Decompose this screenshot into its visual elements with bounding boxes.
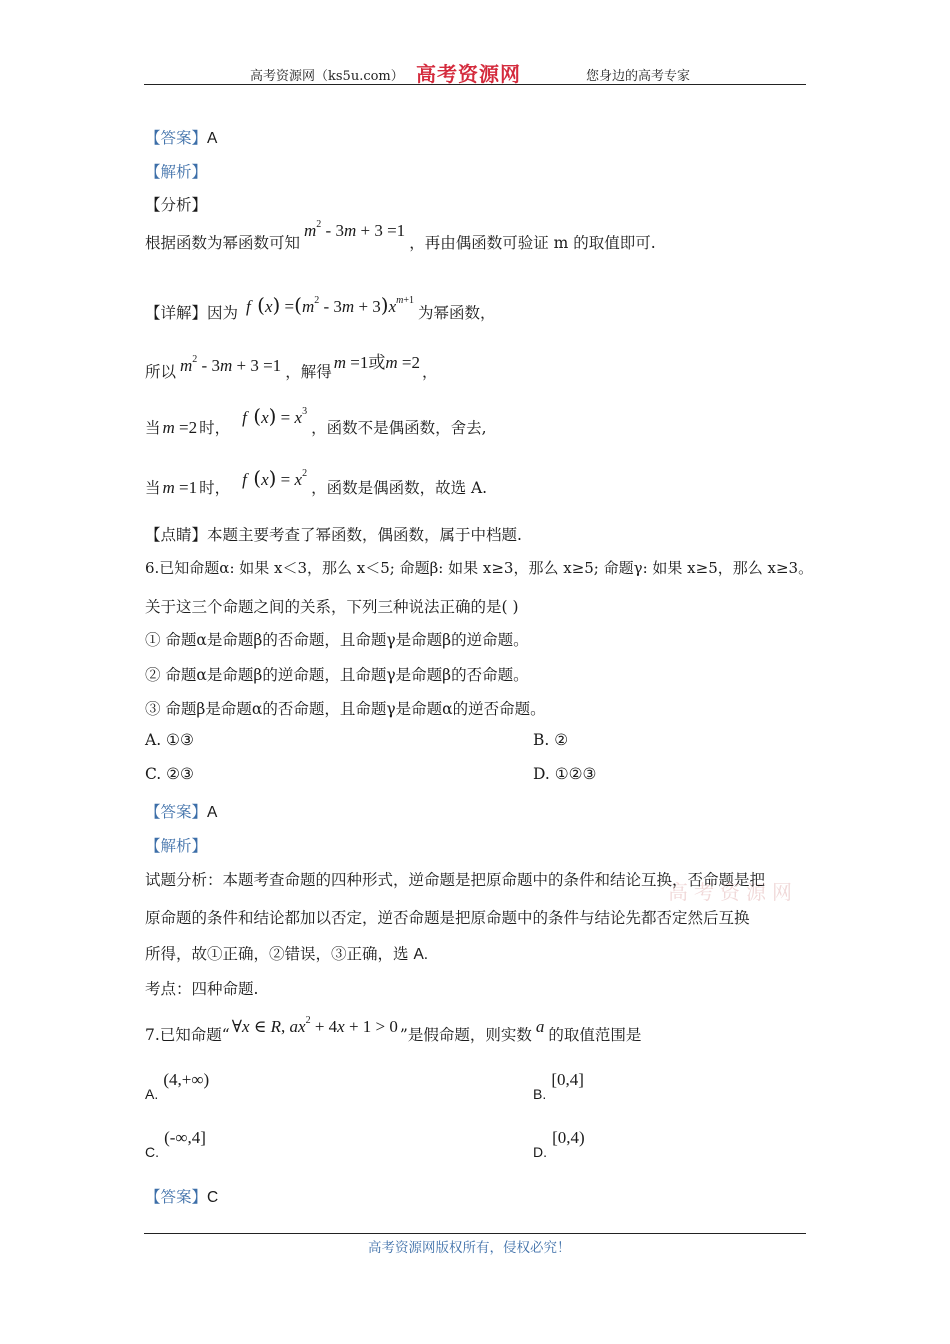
q5-eq-m-eq-2: m =2 xyxy=(162,418,198,437)
q5-line2 xyxy=(145,353,438,382)
q5-eq-m-eq-1: m =1 xyxy=(162,478,198,497)
q7-option-d xyxy=(533,1128,585,1160)
q5-line4-post: ，函数是偶函数，故选 A. xyxy=(311,479,488,497)
q7-option-a xyxy=(145,1070,210,1102)
header-left: 高考资源网（ks5u.com） xyxy=(250,69,404,84)
q6-option-a: A. ①③ xyxy=(145,731,194,749)
q5-fenxi-tag: 【分析】 xyxy=(145,196,208,214)
q7-option-b-value: [0,4] xyxy=(551,1070,584,1089)
q5-line4 xyxy=(145,466,488,498)
q5-line3 xyxy=(145,404,487,438)
q7-stem-post: ”是假命题，则实数 xyxy=(399,1026,532,1044)
q6-statement-2: ② 命题α是命题β的逆命题，且命题γ是命题β的否命题。 xyxy=(145,666,529,684)
q6-stem-2: 关于这三个命题之间的关系，下列三种说法正确的是( ) xyxy=(145,598,519,616)
q7-option-c xyxy=(145,1128,206,1160)
q7-option-c-label: C. xyxy=(145,1144,159,1160)
q5-answer-tag: 【答案】 xyxy=(145,129,208,147)
q6-statement-3: ③ 命题β是命题α的否命题，且命题γ是命题α的逆否命题。 xyxy=(145,700,546,718)
header-rule xyxy=(144,84,806,85)
q7-option-b xyxy=(533,1070,584,1102)
q6-kaodian: 考点：四种命题. xyxy=(145,980,259,998)
q5-fenxi-post: ，再由偶函数可验证 m 的取值即可. xyxy=(409,234,656,252)
q5-line3-pre: 当 xyxy=(145,419,161,437)
q6-explanation-1: 试题分析：本题考查命题的四种形式，逆命题是把原命题中的条件和结论互换，否命题是把 xyxy=(145,871,766,889)
q5-line3-mid: 时， xyxy=(199,419,231,437)
q7-option-b-label: B. xyxy=(533,1086,547,1102)
q5-line4-pre: 当 xyxy=(145,479,161,497)
q5-eq-m2: $m^2 - 3m + 3 =1$ xyxy=(180,354,282,375)
q5-analysis-tag: 【解析】 xyxy=(145,163,208,181)
header-right: 您身边的高考专家 xyxy=(586,69,691,84)
q5-line2-mid: ，解得 xyxy=(285,363,332,381)
q6-stem-1: 6.已知命题α: 如果 x＜3，那么 x＜5; 命题β: 如果 x≥3，那么 x≥5; 命题γ: 如果 x≥5，那么 x≥3。 xyxy=(145,559,814,577)
footer-copyright: 高考资源网版权所有，侵权必究！ xyxy=(368,1240,571,1256)
q7-var-a: a xyxy=(535,1017,545,1036)
q5-line2-pre: 所以 xyxy=(145,363,177,381)
q5-line3-post: ，函数不是偶函数，舍去, xyxy=(311,419,487,437)
q6-explanation-3-answer: A. xyxy=(413,946,429,963)
q5-line2-post: ， xyxy=(421,363,438,381)
footer-rule xyxy=(144,1233,806,1234)
q6-option-c: C. ②③ xyxy=(145,765,194,783)
q7-stem-end: 的取值范围是 xyxy=(548,1026,642,1044)
q6-answer-value: A xyxy=(207,804,218,821)
q5-line4-mid: 时， xyxy=(199,479,231,497)
q7-answer-tag: 【答案】 xyxy=(145,1188,208,1206)
q5-detail-tag: 【详解】 xyxy=(145,304,208,322)
q7-stem-pre: 7.已知命题“ xyxy=(145,1026,230,1044)
q5-eq-x2: f $(x) = x^2$ xyxy=(242,466,308,490)
q5-detail-line xyxy=(145,293,496,323)
q5-fenxi-line xyxy=(145,219,656,253)
q5-answer-value: A xyxy=(207,130,218,147)
q5-eq-m: $m^2 - 3m + 3 =1$ xyxy=(304,219,406,240)
q6-option-b: B. ② xyxy=(533,731,569,749)
brand-logo: 高考资源网 xyxy=(416,62,521,86)
q7-eq-proposition: ∀x ∈ R, $ax^2 + 4x + 1 > 0$ xyxy=(231,1015,398,1036)
q6-answer-tag: 【答案】 xyxy=(145,803,208,821)
q6-option-d: D. ①②③ xyxy=(533,765,597,783)
watermark: 高考资源网 xyxy=(668,880,798,904)
q5-comment: 【点睛】本题主要考查了幂函数，偶函数，属于中档题. xyxy=(145,526,522,544)
q7-stem xyxy=(145,1015,642,1045)
q5-answer-line xyxy=(145,126,217,148)
q5-detail-pre: 因为 xyxy=(207,304,239,322)
q6-explanation-3-text: 所得，故①正确，②错误，③正确，选 xyxy=(145,945,414,963)
q5-eq-sol: m =1或m =2 xyxy=(333,353,420,372)
q7-option-a-value: (4,+∞) xyxy=(163,1070,210,1089)
q5-eq-x3: f $(x) = x^3$ xyxy=(242,404,308,428)
q7-option-c-value: (-∞,4] xyxy=(164,1128,206,1147)
q5-eq-fx: f $(x) =(m^2 - 3m + 3)x^{m+1}$ xyxy=(246,293,415,317)
q6-analysis-tag: 【解析】 xyxy=(145,837,208,855)
q7-answer-line xyxy=(145,1185,218,1207)
q6-explanation-2: 原命题的条件和结论都加以否定，逆否命题是把原命题中的条件与结论先都否定然后互换 xyxy=(145,909,750,927)
q5-fenxi-pre: 根据函数为幂函数可知 xyxy=(145,234,301,252)
q7-option-d-value: [0,4) xyxy=(552,1128,585,1147)
q5-detail-post: 为幂函数， xyxy=(418,304,496,322)
q6-answer-line xyxy=(145,800,217,822)
q6-statement-1: ① 命题α是命题β的否命题，且命题γ是命题β的逆命题。 xyxy=(145,631,529,649)
q6-explanation-3 xyxy=(145,942,428,964)
q7-option-a-label: A. xyxy=(145,1086,159,1102)
q7-option-d-label: D. xyxy=(533,1144,547,1160)
q7-answer-value: C xyxy=(207,1189,219,1206)
